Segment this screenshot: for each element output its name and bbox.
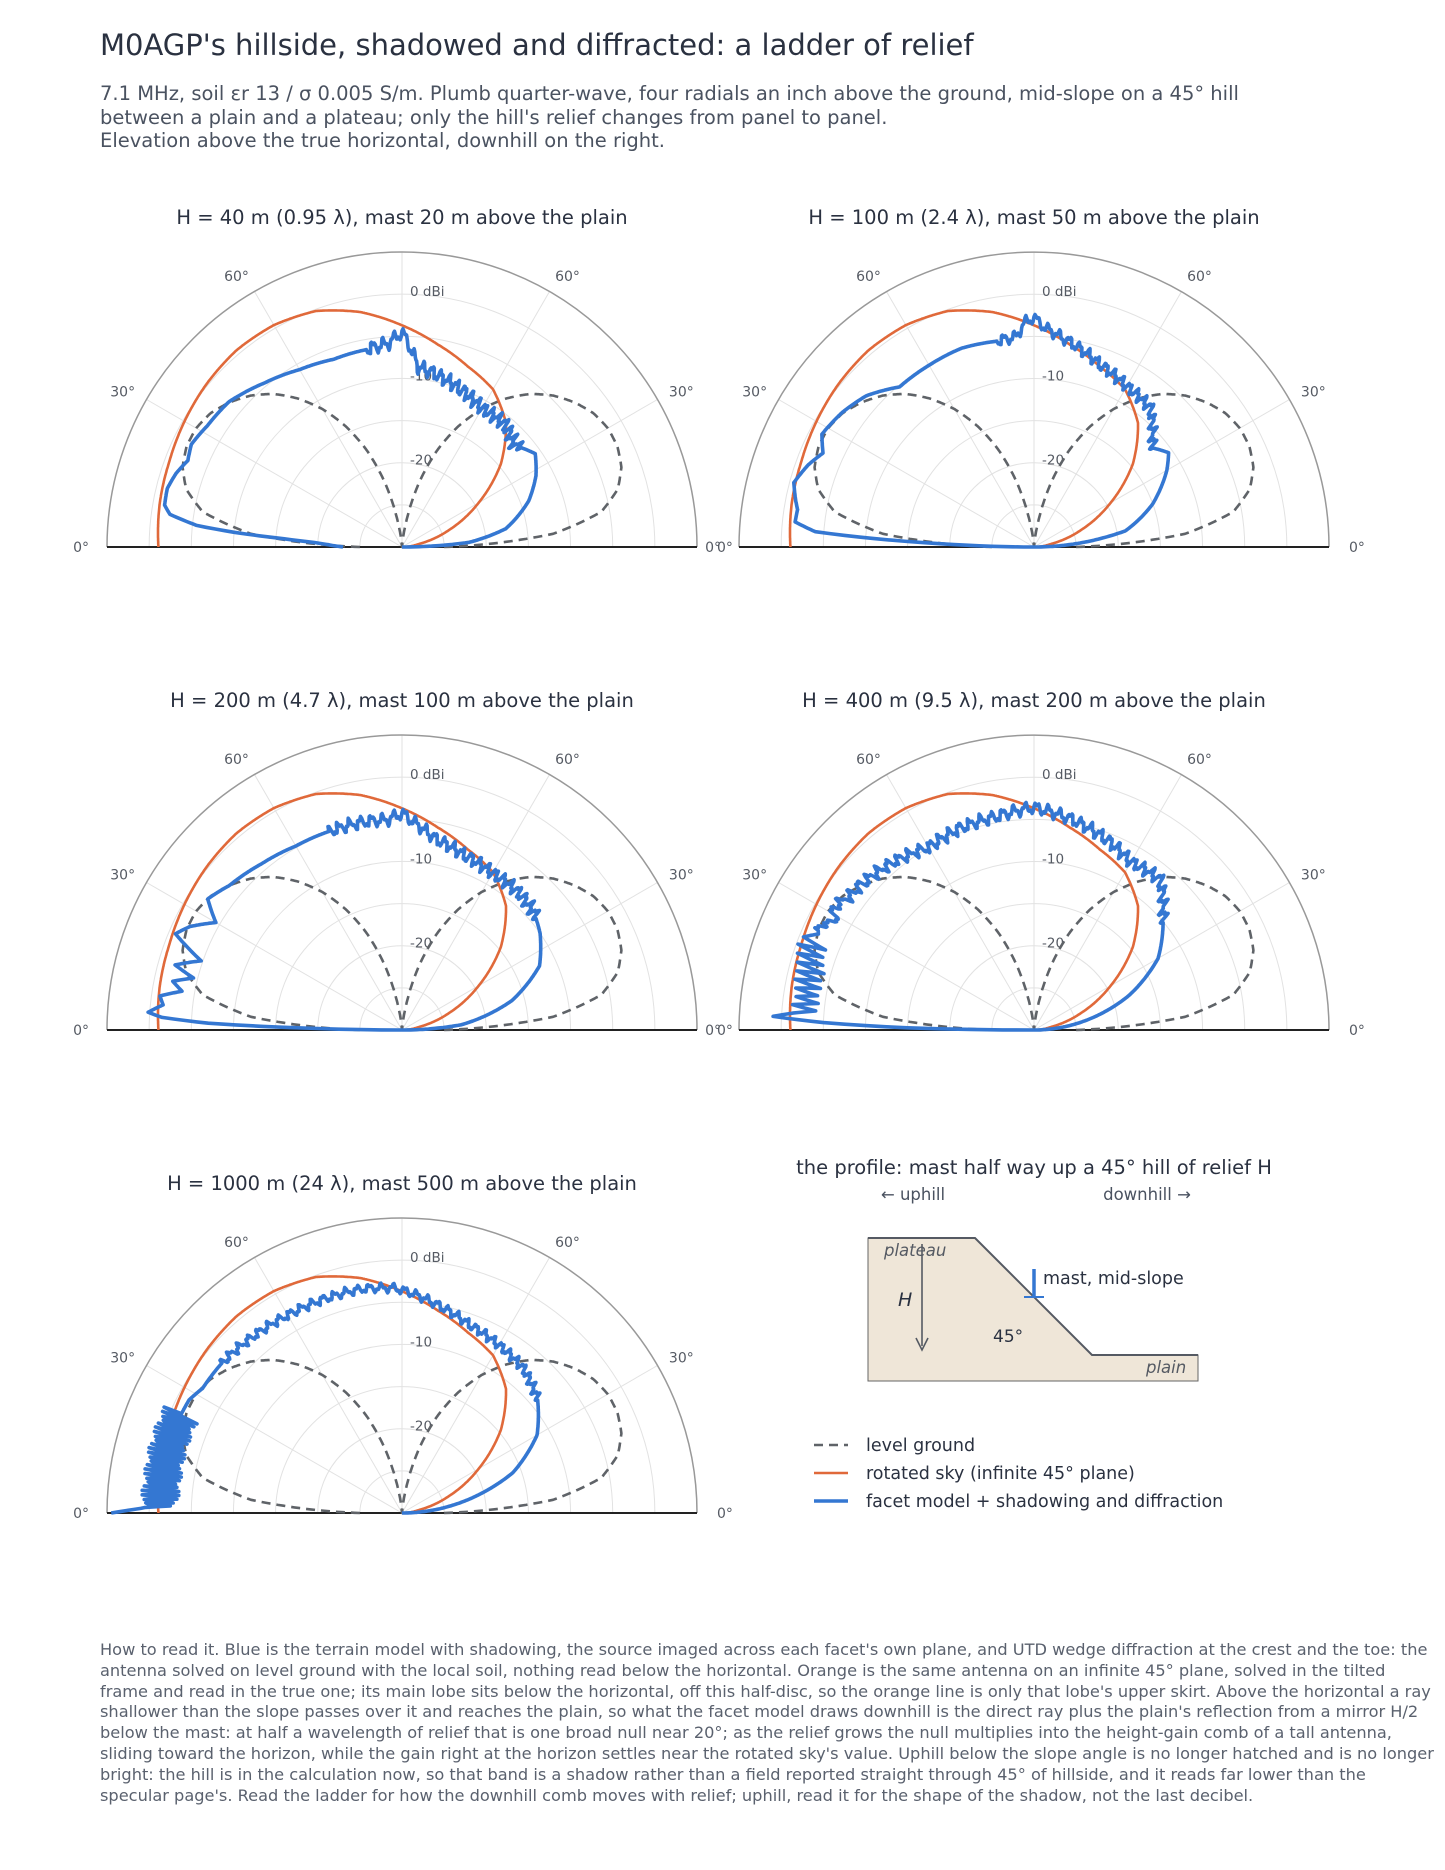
theta-tick-label: 60°: [224, 1235, 249, 1252]
grid-spoke: [1034, 400, 1289, 548]
polar-panels: [73, 206, 1365, 1522]
chart-title: H = 100 m (2.4 λ), mast 50 m above the plain: [808, 206, 1260, 229]
radial-tick-label: -20: [410, 452, 433, 469]
legend: [814, 1436, 1223, 1512]
slope-angle-label: 45°: [993, 1327, 1024, 1347]
theta-tick-label: 30°: [668, 867, 694, 884]
terrain-profile: [796, 1156, 1272, 1381]
radial-tick-label: -10: [1042, 851, 1065, 868]
theta-tick-label: 60°: [856, 269, 881, 286]
theta-tick-label: 60°: [224, 752, 249, 769]
radial-tick-label: -20: [1042, 935, 1065, 952]
legend-label-facet-model: facet model + shadowing and diffraction: [866, 1492, 1224, 1512]
radial-tick-label: -20: [410, 935, 433, 952]
polar-chart: [73, 1172, 733, 1522]
polar-chart: [705, 206, 1365, 556]
radial-tick-label: -20: [410, 1418, 433, 1435]
rotated-sky-curve: [158, 310, 506, 547]
polar-chart: [73, 689, 733, 1039]
grid-spoke: [402, 775, 550, 1030]
grid-spoke: [402, 400, 657, 548]
polar-chart: [73, 206, 733, 556]
legend-label-level-ground: level ground: [866, 1436, 976, 1456]
theta-tick-label: 0°: [73, 1023, 89, 1039]
radial-tick-label: -20: [1042, 452, 1065, 469]
theta-tick-label: 30°: [110, 867, 136, 884]
profile-title: the profile: mast half way up a 45° hill of relief H: [796, 1156, 1272, 1179]
radial-tick-label: -10: [410, 368, 433, 385]
radial-tick-label: 0 dBi: [410, 284, 445, 300]
theta-tick-label: 30°: [668, 384, 694, 401]
grid-spoke: [255, 292, 403, 547]
theta-tick-label: 60°: [224, 269, 249, 286]
radial-tick-label: 0 dBi: [1042, 767, 1077, 783]
chart-title: H = 400 m (9.5 λ), mast 200 m above the plain: [802, 689, 1266, 712]
grid-spoke: [1034, 883, 1289, 1031]
radial-tick-label: -10: [410, 1334, 433, 1351]
uphill-label: ← uphill: [880, 1185, 946, 1204]
facet-model-curve: [165, 329, 536, 547]
theta-tick-label: 30°: [742, 867, 768, 884]
mast-label: mast, mid-slope: [1043, 1269, 1184, 1289]
theta-tick-label: 0°: [717, 540, 733, 556]
radial-tick-label: -10: [410, 851, 433, 868]
theta-tick-label: 60°: [555, 269, 580, 286]
theta-tick-label: 0°: [73, 1506, 89, 1522]
radial-tick-label: -10: [1042, 368, 1065, 385]
legend-label-rotated-sky: rotated sky (infinite 45° plane): [866, 1464, 1135, 1484]
chart-title: H = 1000 m (24 λ), mast 500 m above the plain: [167, 1172, 637, 1195]
theta-tick-label: 60°: [1187, 752, 1212, 769]
grid-spoke: [887, 292, 1035, 547]
rotated-sky-curve: [158, 1276, 506, 1513]
facet-model-curve: [773, 803, 1168, 1031]
theta-tick-label: 30°: [110, 384, 136, 401]
theta-tick-label: 30°: [1300, 867, 1326, 884]
theta-tick-label: 0°: [73, 540, 89, 556]
theta-tick-label: 60°: [1187, 269, 1212, 286]
facet-model-curve: [794, 315, 1169, 548]
grid-spoke: [255, 775, 403, 1030]
radial-tick-label: 0 dBi: [1042, 284, 1077, 300]
chart-title: H = 200 m (4.7 λ), mast 100 m above the plain: [170, 689, 634, 712]
theta-tick-label: 0°: [717, 1023, 733, 1039]
theta-tick-label: 0°: [705, 1023, 721, 1039]
theta-tick-label: 30°: [110, 1350, 136, 1367]
theta-tick-label: 0°: [717, 1506, 733, 1522]
theta-tick-label: 30°: [742, 384, 768, 401]
polar-chart: [705, 689, 1365, 1039]
downhill-label: downhill →: [1103, 1185, 1191, 1204]
grid-spoke: [402, 292, 550, 547]
theta-tick-label: 60°: [856, 752, 881, 769]
theta-tick-label: 30°: [668, 1350, 694, 1367]
theta-tick-label: 0°: [1349, 1023, 1365, 1039]
subtitle-line: 7.1 MHz, soil εr 13 / σ 0.005 S/m. Plumb quarter-wave, four radials an inch above the ground, mid-slope on a 45° hill: [100, 82, 1239, 105]
grid-spoke: [1034, 292, 1182, 547]
chart-title: H = 40 m (0.95 λ), mast 20 m above the plain: [176, 206, 628, 229]
theta-tick-label: 0°: [705, 540, 721, 556]
theta-tick-label: 60°: [555, 752, 580, 769]
radial-tick-label: 0 dBi: [410, 1250, 445, 1266]
subtitle-line: Elevation above the true horizontal, downhill on the right.: [100, 129, 665, 152]
theta-tick-label: 60°: [555, 1235, 580, 1252]
theta-tick-label: 30°: [1300, 384, 1326, 401]
subtitle-line: between a plain and a plateau; only the hill's relief changes from panel to panel.: [100, 105, 888, 129]
relief-h-label: H: [898, 1289, 913, 1311]
reading-note: How to read it. Blue is the terrain model with shadowing, the source imaged across each facet's own plane, and UTD wedge diffraction at the crest and the toe: the antenna solved on level ground with the local soil, nothing read below the horizontal. Orange is the same antenna on an infinite 45° plane, solved in the tilted frame and read in the true one; its main lobe sits below the horizontal, off this half-disc, so the orange line is only that lobe's upper skirt. Above the horizontal a ray shallower than the slope passes over it and reaches the plain, so what the facet model draws downhill is the direct ray plus the plain's reflection from a mirror H/2 below the mast: at half a wavelength of relief that is one broad null near 20°; as the relief grows the null multiplies into the height-gain comb of a tall antenna, sliding toward the horizon, while the gain right at the horizon settles near the rotated sky's value. Uphill below the slope angle is no longer hatched and is no longer bright: the hill is in the calculation now, so that band is a shadow rather than a field reported straight through 45° of hillside, and it reads far lower than the specular page's. Read the ladder for how the downhill comb moves with relief; uphill, read it for the shape of the shadow, not the last decibel.: [100, 1640, 1434, 1805]
grid-spoke: [255, 1258, 403, 1513]
page-title: M0AGP's hillside, shadowed and diffracted: a ladder of relief: [100, 28, 974, 62]
radial-tick-label: 0 dBi: [410, 767, 445, 783]
plateau-label: plateau: [884, 1241, 947, 1260]
grid-spoke: [402, 1366, 657, 1514]
theta-tick-label: 0°: [1349, 540, 1365, 556]
plain-label: plain: [1146, 1358, 1187, 1377]
